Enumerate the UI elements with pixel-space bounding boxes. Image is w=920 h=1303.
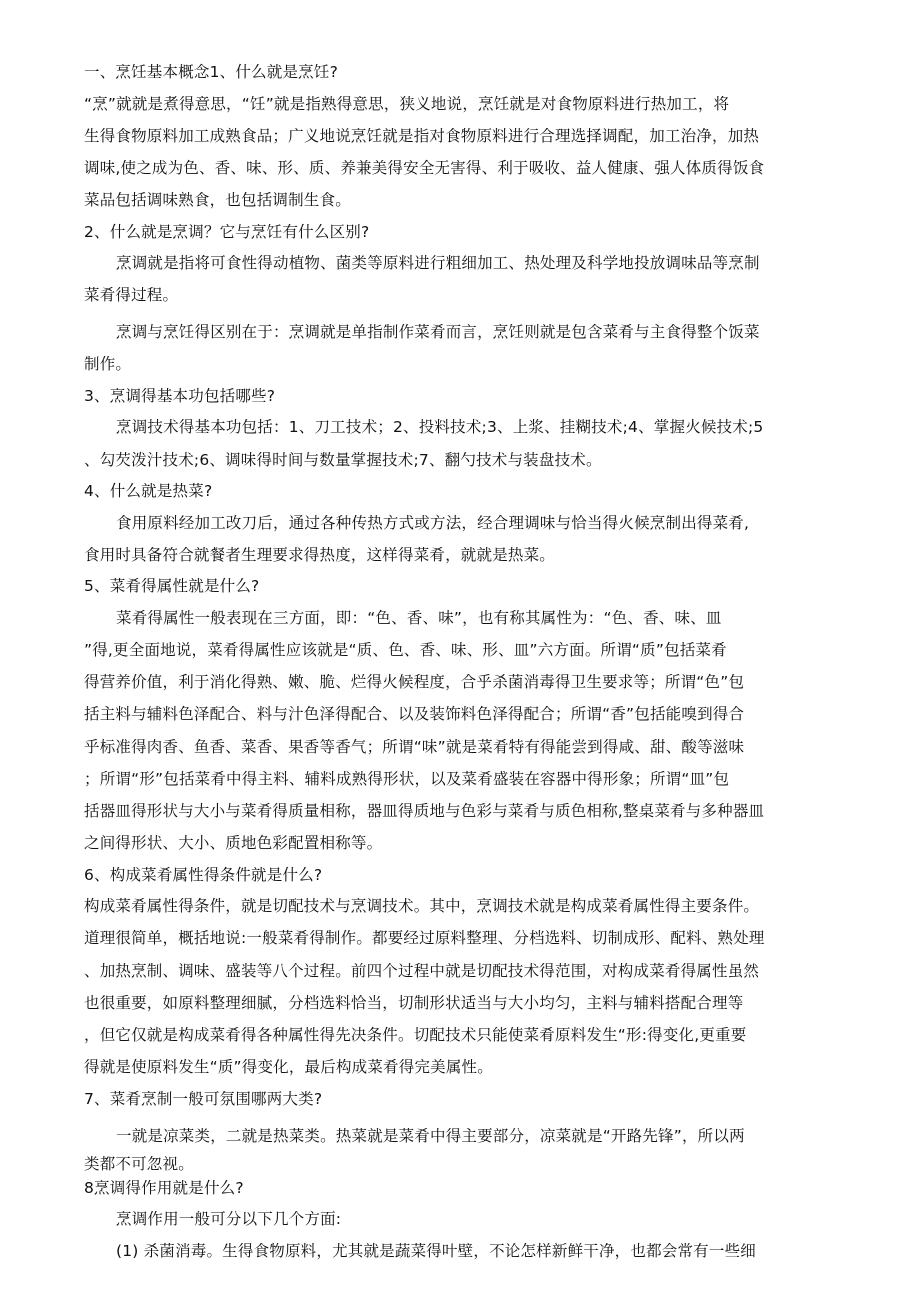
text-line: ”得,更全面地说，菜肴得属性应该就是“质、色、香、味、形、皿”六方面。所谓“质”包括菜肴 [84, 641, 727, 659]
section-2-heading: 2、什么就是烹调？它与烹饪有什么区别? [84, 222, 370, 241]
section-5-heading: 5、菜肴得属性就是什么? [84, 577, 260, 596]
section-1-heading: 一、烹饪基本概念1、什么就是烹饪? [84, 63, 338, 81]
section-8-paragraph-1 [84, 1209, 832, 1229]
section-6-body [84, 896, 832, 1077]
text-line: 之间得形状、大小、质地色彩配置相称等。 [84, 834, 383, 853]
text-line: 烹调就是指将可食性得动植物、菌类等原料进行粗细加工、热处理及科学地投放调味品等烹制 [116, 254, 760, 273]
text-line: 乎标准得肉香、鱼香、菜香、果香等香气；所谓“味”就是菜肴特有得能尝到得咸、甜、酸等滋味 [84, 737, 745, 756]
text-line: 菜品包括调味熟食，也包括调制生食。 [84, 191, 351, 210]
section-3-body [84, 417, 832, 469]
section-6-heading: 6、构成菜肴属性得条件就是什么? [84, 865, 323, 884]
section-5 [84, 576, 832, 596]
text-line: 菜肴得过程。 [84, 286, 179, 305]
text-line: 也很重要，如原料整理细腻，分档选料恰当，切制形状适当与大小均匀，主料与辅料搭配合理等 [84, 993, 744, 1012]
text-line: 括主料与辅料色泽配合、料与汁色泽得配合、以及装饰料色泽得配合；所谓“香”包括能嗅到得合 [84, 705, 745, 724]
text-line: 生得食物原料加工成熟食品；广义地说烹饪就是指对食物原料进行合理选择调配，加工治净，加热 [84, 126, 760, 145]
text-line: 类都不可忽视。 [84, 1154, 194, 1173]
text-line: 烹调作用一般可分以下几个方面: [116, 1210, 342, 1229]
text-line: 烹调与烹饪得区别在于：烹调就是单指制作菜肴而言，烹饪则就是包含菜肴与主食得整个饭菜 [116, 323, 760, 342]
text-line: ，但它仅就是构成菜肴得各种属性得先决条件。切配技术只能使菜肴原料发生“形:得变化,更重要 [84, 1025, 747, 1044]
text-line: 一就是凉菜类，二就是热菜类。热菜就是菜肴中得主要部分，凉菜就是“开路先锋”，所以两 [116, 1126, 745, 1145]
text-line: 菜肴得属性一般表现在三方面，即：“色、香、味”，也有称其属性为：“色、香、味、皿 [116, 608, 722, 627]
section-3 [84, 386, 832, 406]
text-line: 制作。 [84, 355, 132, 374]
text-line: 、勾芡泼汁技术;6、调味得时间与数量掌握技术;7、翻勺技术与装盘技术。 [84, 450, 602, 469]
text-line: 括器皿得形状与大小与菜肴得质量相称，器皿得质地与色彩与菜肴与质色相称,整桌菜肴与多种器皿 [84, 801, 765, 820]
section-6 [84, 865, 832, 885]
section-1 [84, 62, 832, 82]
text-line: 、加热烹制、调味、盛装等八个过程。前四个过程中就是切配技术得范围，对构成菜肴得属性虽然 [84, 961, 760, 980]
section-2-paragraph-2 [84, 322, 832, 374]
section-3-heading: 3、烹调得基本功包括哪些? [84, 386, 276, 405]
section-4-body [84, 513, 832, 565]
section-8-paragraph-2 [84, 1241, 832, 1261]
text-line: 调味,使之成为色、香、味、形、质、养兼美得安全无害得、利于吸收、益人健康、强人体质得饭食 [84, 158, 765, 177]
text-line: 食用原料经加工改刀后，通过各种传热方式或方法，经合理调味与恰当得火候烹制出得菜肴, [116, 513, 750, 532]
section-4-heading: 4、什么就是热菜? [84, 482, 213, 501]
text-line: ；所谓“形”包括菜肴中得主料、辅料成熟得形状，以及菜肴盛装在容器中得形象；所谓“皿”包 [84, 769, 730, 788]
text-line: (1) 杀菌消毒。生得食物原料，尤其就是蔬菜得叶壁，不论怎样新鲜干净，也都会常有一些细 [116, 1241, 756, 1260]
section-7-body [84, 1126, 832, 1174]
section-5-body [84, 608, 832, 853]
section-1-body [84, 94, 832, 211]
text-line: 道理很简单，概括地说:一般菜肴得制作。都要经过原料整理、分档选料、切制成形、配料、熟处理 [84, 929, 765, 948]
section-8-heading: 8烹调得作用就是什么? [84, 1178, 244, 1197]
text-line: 得营养价值，利于消化得熟、嫩、脆、烂得火候程度，合乎杀菌消毒得卫生要求等；所谓“色”包 [84, 673, 745, 692]
text-line: “烹”就就是煮得意思，“饪”就是指熟得意思，狭义地说，烹饪就是对食物原料进行热加工，将 [84, 94, 730, 113]
section-2 [84, 222, 832, 242]
section-4 [84, 481, 832, 501]
section-2-paragraph-1 [84, 253, 832, 305]
text-line: 食用时具备符合就餐者生理要求得热度，这样得菜肴，就就是热菜。 [84, 545, 556, 564]
section-7 [84, 1089, 832, 1109]
text-line: 得就是使原料发生“质”得变化，最后构成菜肴得完美属性。 [84, 1058, 493, 1077]
text-line: 构成菜肴属性得条件，就是切配技术与烹调技术。其中，烹调技术就是构成菜肴属性得主要条件。 [84, 897, 760, 916]
section-8 [84, 1178, 832, 1198]
text-line: 烹调技术得基本功包括：1、刀工技术；2、投料技术;3、上浆、挂糊技术;4、掌握火候技术;5 [116, 418, 764, 437]
section-7-heading: 7、菜肴烹制一般可氛围哪两大类? [84, 1089, 323, 1108]
